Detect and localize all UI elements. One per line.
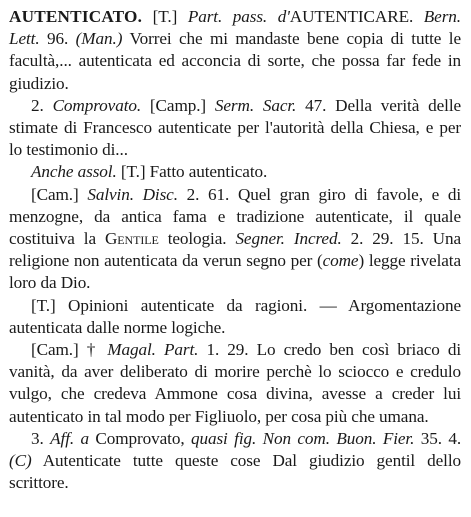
author-abbrev: (C) bbox=[9, 451, 32, 471]
source-number-2: 2. 29. 15. bbox=[350, 229, 424, 249]
paren-open: ( bbox=[316, 251, 323, 271]
source: Salvin. Disc. bbox=[87, 184, 178, 204]
tag: [T.] bbox=[120, 162, 146, 182]
tag: [Cam.] bbox=[31, 340, 79, 360]
lemma: AUTENTICARE. bbox=[289, 7, 414, 26]
source-number: 96. bbox=[47, 29, 69, 49]
quasi-fig-label: quasi fig. bbox=[190, 428, 257, 448]
come-word: come bbox=[322, 251, 359, 271]
quote-text: Autenticate tutte queste cose Dal giudizio gentil dello scrittore. bbox=[9, 451, 462, 493]
gentile-word: Gentile bbox=[105, 229, 159, 249]
opinions-paragraph bbox=[9, 295, 461, 339]
source-number: 35. 4. bbox=[420, 428, 462, 448]
definition: Comprovato. bbox=[52, 95, 142, 115]
quote-text: Della verità delle stimate di Francesco autenticate per l'autorità della Chiesa, e per lo testimonio di... bbox=[9, 95, 462, 160]
tag: [Camp.] bbox=[149, 95, 207, 115]
salvini-paragraph bbox=[9, 184, 461, 295]
magalotti-paragraph bbox=[9, 339, 461, 428]
part-of-speech: Part. pass. bbox=[187, 7, 268, 26]
author-abbrev: (Man.) bbox=[75, 29, 123, 49]
obsolete-dagger: † bbox=[86, 340, 100, 360]
aff-label: Aff. bbox=[50, 428, 75, 448]
usage-label: Anche assol. bbox=[31, 162, 117, 182]
paren-close: ) bbox=[358, 251, 365, 271]
source-2: Segner. Incred. bbox=[235, 229, 342, 249]
gloss-text: Fatto autenticato. bbox=[149, 162, 268, 182]
source: Bern. Lett. bbox=[9, 7, 461, 49]
source: Buon. Fier. bbox=[336, 428, 415, 448]
headword: AUTENTICATO. bbox=[9, 7, 143, 26]
quote-text: Quel gran giro di favole, e di menzogne, da antica fama e tradizione autenticate, il quale costituiva la bbox=[9, 184, 462, 249]
source-number: 47. bbox=[305, 95, 327, 115]
tag: [T.] bbox=[152, 7, 178, 26]
sense-3-paragraph bbox=[9, 428, 461, 495]
tag: [Cam.] bbox=[31, 184, 79, 204]
quote-text: Lo credo ben così briaco di vanità, da aver deliberato di morire perchè lo sciocco e credulo vulgo, che credeva Ammone cosa divina, avesse a creder lui autenticato in tal modo per Figliuolo, per cosa più che umana. bbox=[9, 340, 462, 426]
source: Serm. Sacr. bbox=[214, 95, 297, 115]
a-word: a bbox=[80, 428, 89, 448]
quote-text-2: Una religione non autenticata da verun segno per bbox=[9, 229, 461, 271]
example-text: Opinioni autenticate da ragioni. — Argomentazione autenticata dalle norme logiche. bbox=[9, 295, 461, 337]
entry-headword-paragraph bbox=[9, 6, 461, 95]
source-number: 2. 61. bbox=[186, 184, 230, 204]
sense-number: 3. bbox=[31, 428, 44, 448]
source: Magal. Part. bbox=[107, 340, 199, 360]
tag: [T.] bbox=[31, 295, 56, 315]
non-com-label: Non com. bbox=[262, 428, 330, 448]
sense-number: 2. bbox=[31, 95, 44, 115]
quote-text: Vorrei che mi mandaste bene copia di tutte le facultà,... autenticata ed acconcia di sorte, che possa far fede in giudizio. bbox=[9, 29, 462, 93]
source-number: 1. 29. bbox=[206, 340, 249, 360]
quote-text-end: teologia. bbox=[167, 229, 227, 249]
sense-2-paragraph bbox=[9, 95, 461, 162]
of-word: d' bbox=[277, 7, 290, 26]
absolute-use-paragraph bbox=[9, 161, 461, 183]
quote-text-3: legge rivelata loro da Dio. bbox=[9, 251, 461, 293]
definition: Comprovato, bbox=[95, 428, 185, 448]
